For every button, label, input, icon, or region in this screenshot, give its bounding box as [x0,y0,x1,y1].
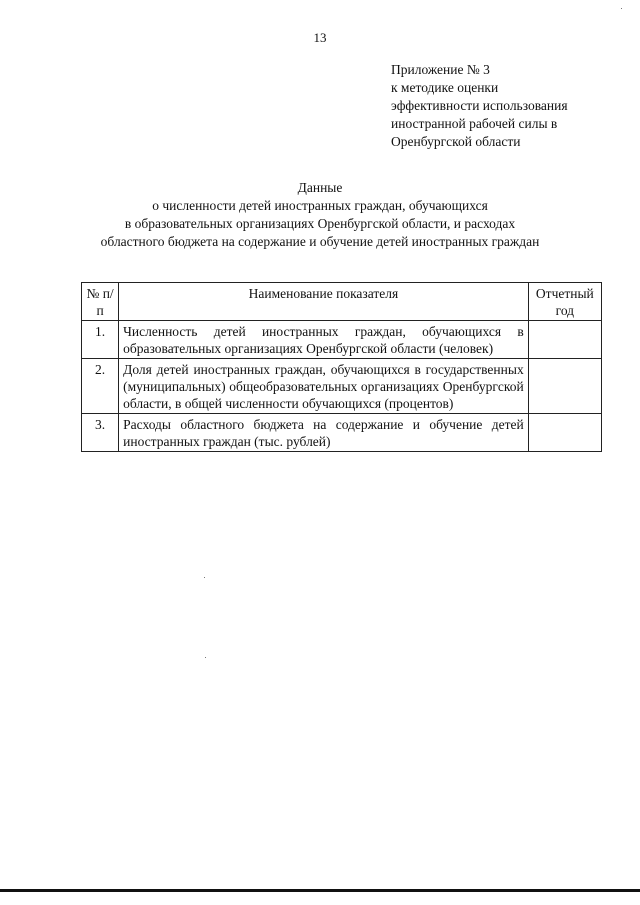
row-indicator-name: Доля детей иностранных граждан, обучающихся в государственных (муниципальных) общеобразовательных организациях Оренбургской области, в общей численности обучающихся (процентов) [119,359,529,414]
scan-speck [205,657,206,658]
table-row [82,359,602,414]
appendix-line: иностранной рабочей силы в [391,116,558,131]
document-title [0,179,640,251]
title-line: областного бюджета на содержание и обучение детей иностранных граждан [100,234,540,249]
title-heading: Данные [297,180,343,195]
row-indicator-name: Численность детей иностранных граждан, обучающихся в образовательных организациях Оренбургской области (человек) [119,321,529,359]
row-number: 1. [82,321,119,359]
header-reporting-year: Отчетный год [528,283,601,321]
appendix-line: к методике оценки [391,80,499,95]
appendix-note [391,61,568,151]
row-reporting-year-value [528,414,601,452]
indicators-table [81,282,602,452]
row-reporting-year-value [528,359,601,414]
title-line: в образовательных организациях Оренбургской области, и расходах [124,216,516,231]
table-row [82,414,602,452]
title-line: о численности детей иностранных граждан, обучающихся [152,198,488,213]
row-number: 3. [82,414,119,452]
scan-speck [621,8,622,9]
scan-speck [204,577,205,578]
row-reporting-year-value [528,321,601,359]
appendix-line: Оренбургской области [391,134,521,149]
page-number: 13 [313,30,327,45]
row-indicator-name: Расходы областного бюджета на содержание и обучение детей иностранных граждан (тыс. рублей) [119,414,529,452]
header-indicator-name: Наименование показателя [119,283,529,321]
table-header-row [82,283,602,321]
page-bottom-edge [0,889,640,892]
table-row [82,321,602,359]
appendix-line: эффективности использования [391,98,568,113]
row-number: 2. [82,359,119,414]
header-number: № п/п [82,283,119,321]
appendix-line: Приложение № 3 [391,62,490,77]
